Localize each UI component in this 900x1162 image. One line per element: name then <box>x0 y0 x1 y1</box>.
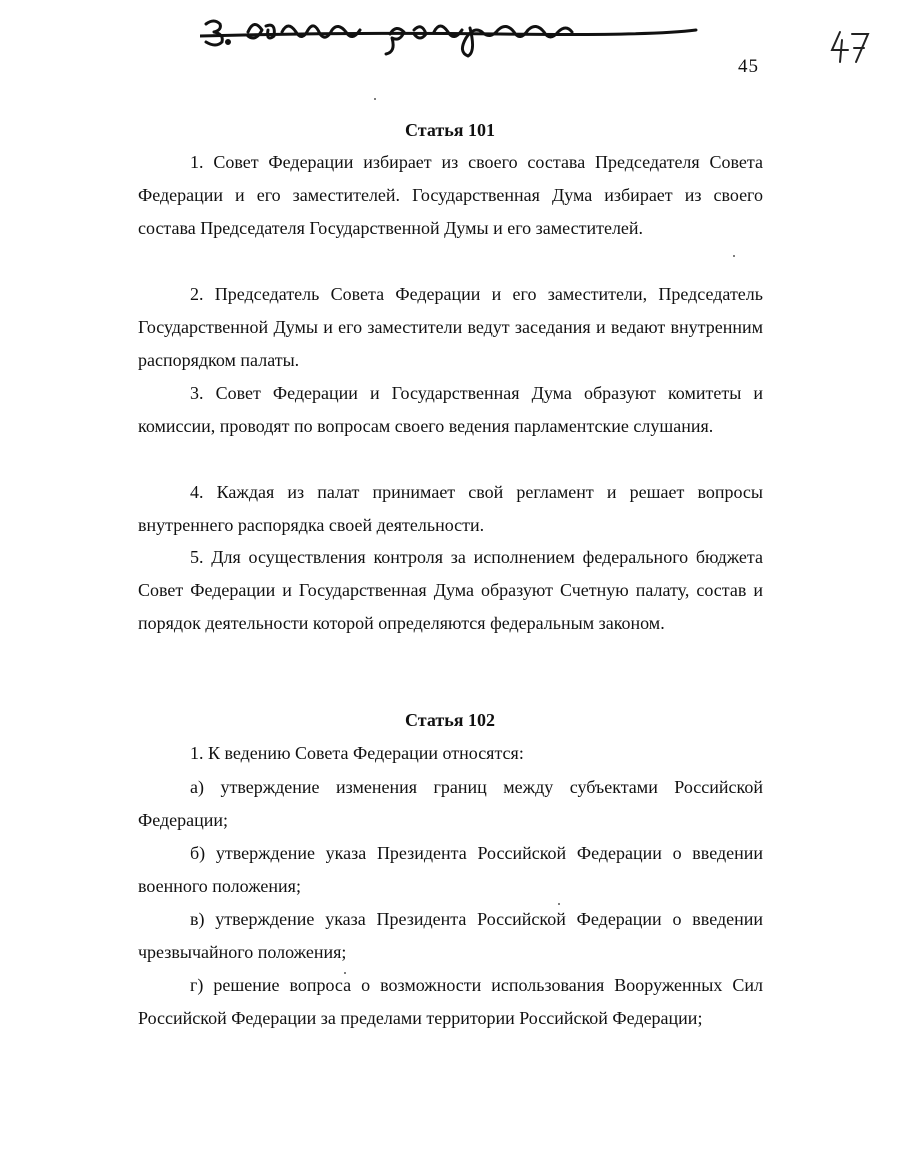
article-101-title: Статья 101 <box>405 120 495 140</box>
article-101-paragraph-2: 2. Председатель Совета Федерации и его заместители, Председатель Государственной Думы и его заместители ведут заседания и ведают внутренним распорядком палаты. <box>138 284 763 370</box>
handwritten-struck-heading <box>200 8 700 58</box>
article-101-paragraph-1: 1. Совет Федерации избирает из своего состава Председателя Совета Федерации и его заместителей. Государственная Дума избирает из своего состава Председателя Государственной Думы и его заместителей. <box>138 152 763 238</box>
article-102-item-c: в) утверждение указа Президента Российской Федерации о введении чрезвычайного положения; <box>138 909 763 962</box>
page-number: 45 <box>738 56 759 77</box>
scan-speck <box>558 903 560 905</box>
article-101-paragraph-4: 4. Каждая из палат принимает свой регламент и решает вопросы внутреннего распорядка своей деятельности. <box>138 482 763 535</box>
scan-speck <box>344 972 346 974</box>
article-102-title: Статья 102 <box>405 710 495 730</box>
article-102-item-d: г) решение вопроса о возможности использования Вооруженных Сил Российской Федерации за пределами территории Российской Федерации; <box>138 975 763 1028</box>
scan-speck <box>733 255 735 257</box>
article-101-paragraph-3: 3. Совет Федерации и Государственная Дума образуют комитеты и комиссии, проводят по вопросам своего ведения парламентские слушания. <box>138 383 763 436</box>
handwritten-folio-number <box>828 28 872 64</box>
article-102-item-b: б) утверждение указа Президента Российской Федерации о введении военного положения; <box>138 843 763 896</box>
article-102-item-a: а) утверждение изменения границ между субъектами Российской Федерации; <box>138 777 763 830</box>
article-101-paragraph-5: 5. Для осуществления контроля за исполнением федерального бюджета Совет Федерации и Государственная Дума образуют Счетную палату, состав и порядок деятельности которой определяются федеральным законом. <box>138 547 763 633</box>
article-102-paragraph-1: 1. К ведению Совета Федерации относятся: <box>190 743 524 763</box>
scan-speck <box>374 98 376 100</box>
